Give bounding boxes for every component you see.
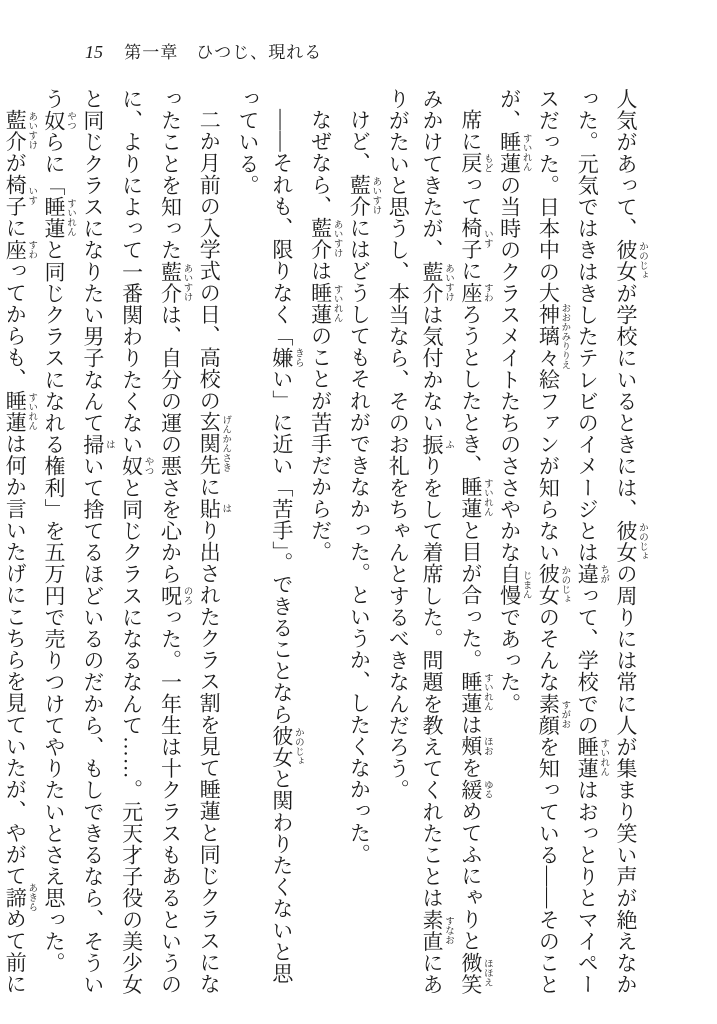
furigana-ruby: 睡蓮 すいれん — [575, 736, 609, 780]
text-column: なぜなら、藍介 あいすけは睡蓮 すいれんのことが苦手だからだ。 — [308, 109, 342, 563]
furigana-ruby: 睡蓮 すいれん — [308, 281, 342, 326]
furigana-ruby: 大神璃々絵 おおかみりりえ — [536, 282, 570, 391]
furigana-ruby: 戻 もど — [458, 152, 492, 174]
furigana-ruby: 彼女 かのじょ — [614, 239, 647, 283]
furigana-ruby: 椅子 いす — [458, 217, 492, 261]
furigana-ruby: 座 すわ — [458, 281, 492, 304]
furigana-ruby: 微笑 ほほえ — [458, 951, 492, 995]
furigana-ruby: 貼 は — [197, 497, 231, 520]
text-column: ――それも、限りなく「嫌 きらい」に近い「苦手」。できることなら彼女 かのじょと関わりたくないと思 — [269, 109, 303, 985]
furigana-ruby: 睡蓮 すいれん — [3, 389, 37, 434]
furigana-ruby: 彼女 かのじょ — [614, 520, 647, 564]
furigana-ruby: 奴 やつ — [42, 109, 76, 132]
text-column: 席に戻 もどって椅子 いすに座 すわろうとしたとき、睡蓮 すいれんと目が合った。睡蓮 すいれんは頰 ほおを緩 ゆるめてふにゃりと微笑 ほほえ — [458, 109, 492, 995]
text-column: う奴 やつらに「睡蓮 すいれんと同じクラスになれる権利」を五万円で売りつけてやりたいとさえ思った。 — [42, 88, 76, 974]
furigana-ruby: 睡蓮 すいれん — [497, 131, 531, 175]
text-column: った。元気ではきはきしたテレビのイメージとは違 ちがって、学校での睡蓮 すいれんはおっとりとマイペー — [575, 88, 609, 996]
vertical-text-block — [3, 88, 647, 1006]
furigana-ruby: 藍介 あいすけ — [3, 109, 37, 153]
furigana-ruby: 素直 すなお — [420, 908, 454, 953]
text-column: っている。 — [236, 88, 261, 196]
text-column: スだった。日本中の大神璃々絵 おおかみりりえファンが知らない彼女 かのじょのそんな素顔 すがおを知っている――そのこと — [536, 88, 570, 996]
text-column: りがたいと思うし、本当なら、そのお礼をちゃんとするべきなんだろう。 — [386, 88, 411, 801]
furigana-ruby: 頰 ほお — [458, 735, 492, 758]
furigana-ruby: 自慢 じまん — [497, 563, 531, 607]
furigana-ruby: 座 すわ — [3, 238, 37, 261]
furigana-ruby: 椅子 いす — [3, 173, 37, 218]
text-column: みかけてきたが、藍介 あいすけは気付かない振 ふりをして着席した。問題を教えてくれたことは素直 すなおにあ — [420, 88, 454, 996]
text-column: が、睡蓮 すいれんの当時のクラスメイトたちのささやかな自慢 じまんであった。 — [497, 88, 531, 715]
furigana-ruby: 睡蓮 すいれん — [42, 196, 76, 240]
furigana-ruby: 彼女 かのじょ — [269, 724, 303, 769]
furigana-ruby: 振 ふ — [420, 433, 454, 456]
furigana-ruby: 睡蓮 すいれん — [458, 476, 492, 520]
furigana-ruby: 諦 あきら — [3, 883, 37, 912]
furigana-ruby: 素顔 すがお — [536, 692, 570, 737]
text-column: と同じクラスになりたい男子なんて掃 はいて捨てるほどいるのだから、もしできるなら、そうい — [80, 88, 114, 996]
running-head — [85, 38, 322, 63]
furigana-ruby: 睡蓮 すいれん — [458, 670, 492, 714]
text-column: 藍介 あいすけが椅子 いすに座 すわってからも、睡蓮 すいれんは何か言いたげにこちらを見ていたが、やがて諦 あきらめて前に — [3, 109, 37, 995]
text-column: に、よりによって一番関わりたくない奴 やつと同じクラスになるなんて……。元天才子役の美少女 — [119, 88, 153, 996]
furigana-ruby: 嫌 きら — [269, 346, 303, 369]
text-column: 二か月前の入学式の日、高校の玄関先 げんかんさきに貼 はり出されたクラス割を見て睡蓮と同じクラスにな — [197, 109, 231, 995]
furigana-ruby: 呪 のろ — [158, 584, 192, 607]
furigana-ruby: 彼女 かのじょ — [536, 563, 570, 607]
furigana-ruby: 掃 は — [80, 433, 114, 456]
furigana-ruby: 藍介 あいすけ — [308, 217, 342, 261]
page-number: 15 — [85, 42, 103, 62]
furigana-ruby: 藍介 あいすけ — [347, 173, 381, 218]
chapter-title: 第一章 ひつじ、現れる — [124, 43, 323, 62]
furigana-ruby: 藍介 あいすけ — [420, 260, 454, 305]
furigana-ruby: 緩 ゆる — [458, 778, 492, 801]
furigana-ruby: 玄関先 げんかんさき — [197, 411, 231, 477]
furigana-ruby: 奴 やつ — [119, 455, 153, 477]
furigana-ruby: 藍介 あいすけ — [158, 260, 192, 305]
text-column: 人気があって、彼女 かのじょが学校にいるときには、彼女 かのじょの周りには常に人が集まり笑い声が絶えなか — [614, 88, 647, 996]
furigana-ruby: 違 ちが — [575, 563, 609, 585]
text-column: けど、藍介 あいすけにはどうしてもそれができなかった。というか、したくなかった。 — [347, 109, 381, 866]
text-column: ったことを知った藍介 あいすけは、自分の運の悪さを心から呪 のろった。一年生は十クラスもあるというの — [158, 88, 192, 996]
